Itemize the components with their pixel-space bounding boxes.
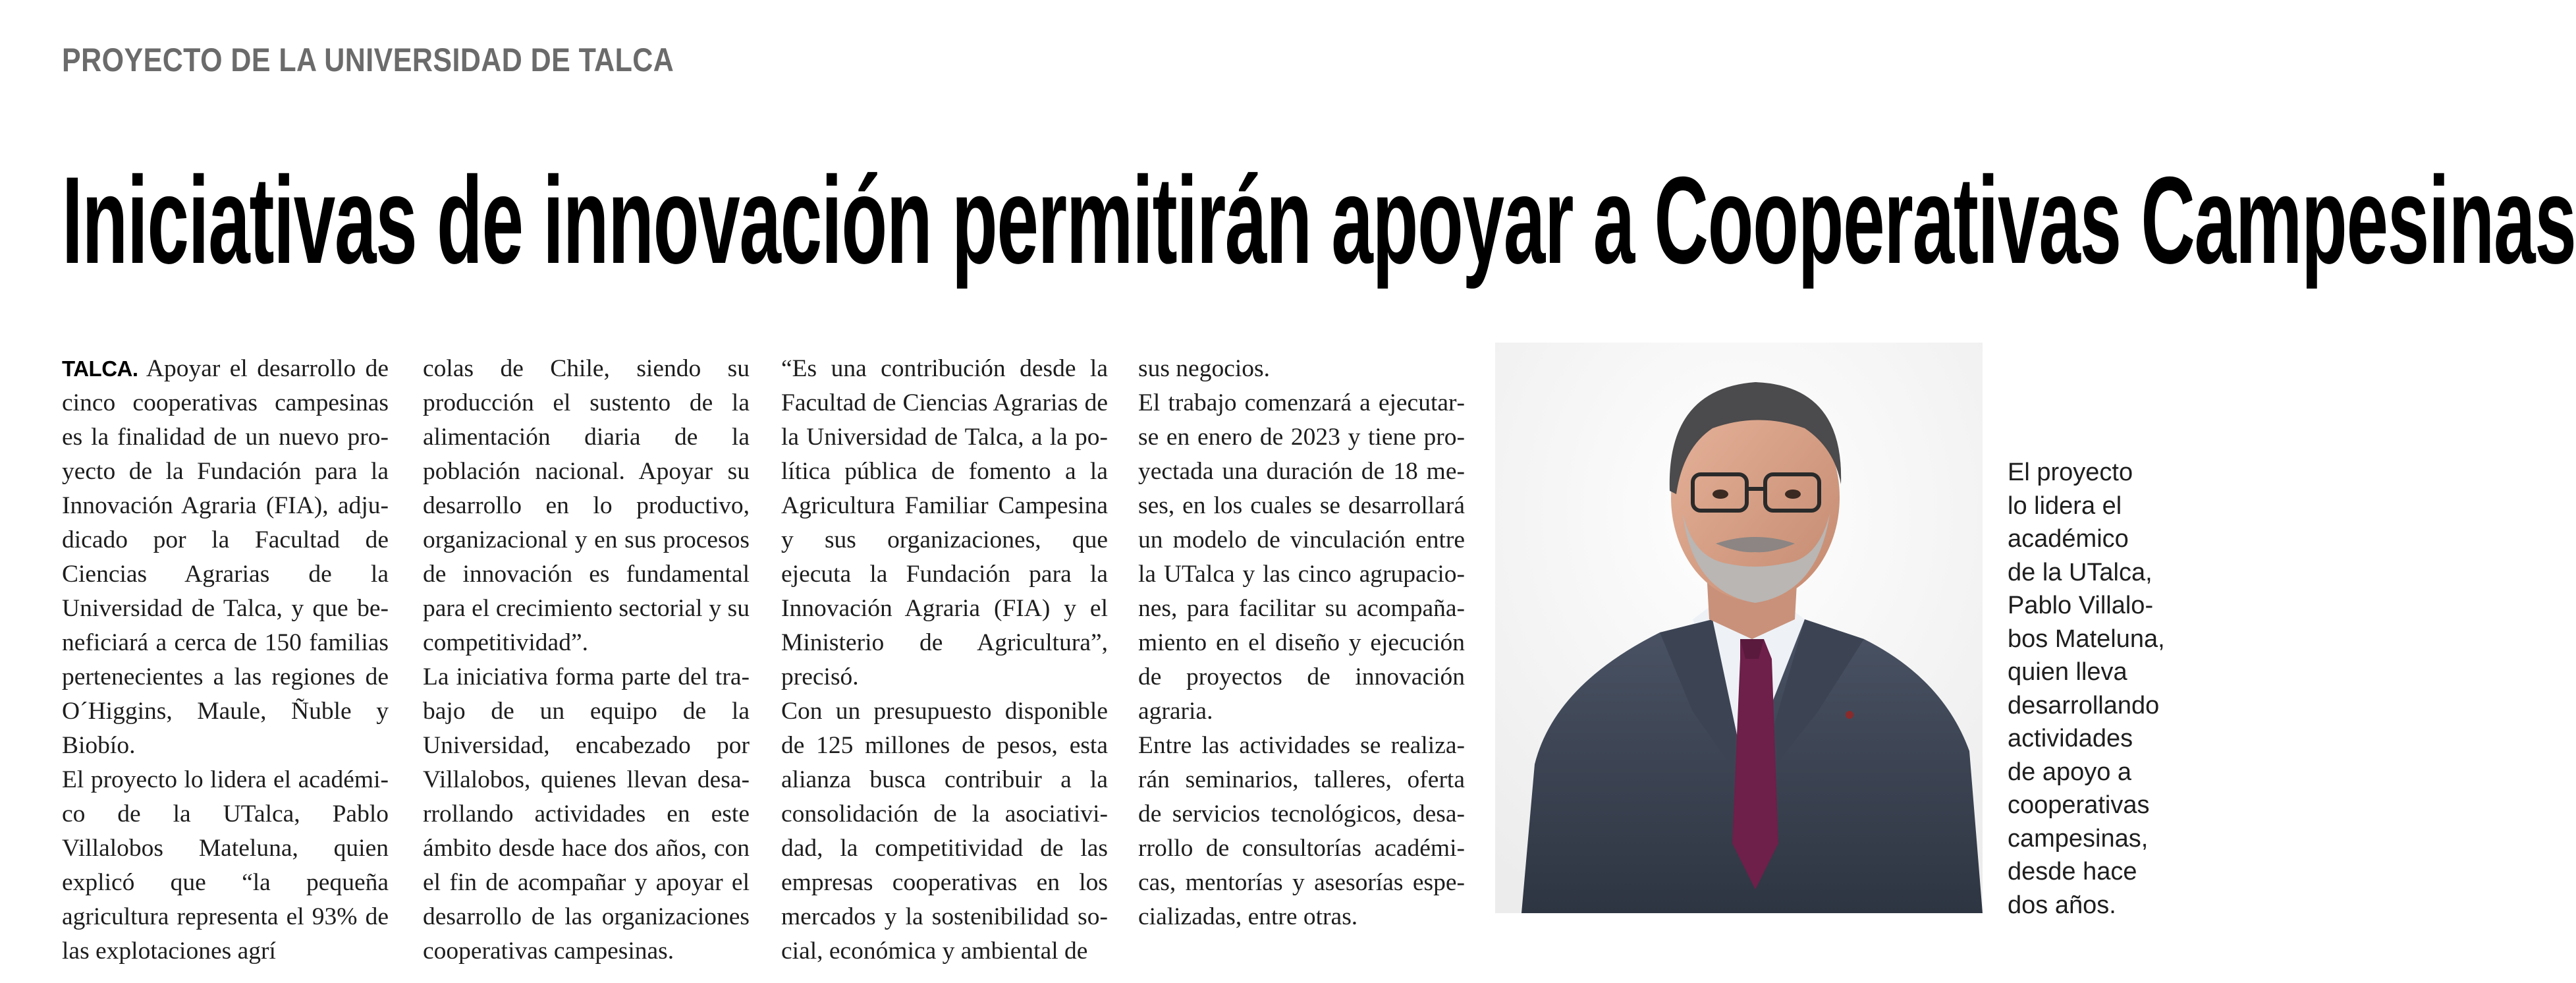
article-paragraph: colas de Chile, siendo su producción el sustento de la alimentación diaria de la población nacional. Apoyar su desarrollo en lo productivo, organizacional y en sus procesos de innovación es fundamental para el crecimiento sectorial y su competitividad”. <box>423 355 750 656</box>
article-paragraph: “Es una contribución desde la Facultad de Ciencias Agrarias de la Universidad de Talca, a la política pública de fomento a la Agricultura Familiar Campesina y sus organizaciones, que ejecuta la Fundación para la Innovación Agraria (FIA) y el Ministerio de Agricultura”, precisó. <box>781 355 1108 690</box>
dateline: TALCA. <box>62 356 138 381</box>
caption-line: Pablo Villalo- <box>2008 592 2154 619</box>
article-paragraph: Con un presupuesto disponible de 125 millones de pesos, esta alianza busca contribuir a la consolidación de la asociatividad, la competitividad de las empresas cooperativas en los mercados y la sostenibilidad social, económica y ambiental de <box>781 698 1108 965</box>
article-paragraph <box>62 352 389 763</box>
caption-line: lo lidera el <box>2008 492 2122 520</box>
caption-line: dos años. <box>2008 891 2116 919</box>
caption-line: quien lleva <box>2008 658 2127 686</box>
caption-line: académico <box>2008 525 2129 553</box>
caption-line: cooperativas <box>2008 791 2150 819</box>
article-column-2 <box>423 352 750 965</box>
caption-line: desde hace <box>2008 858 2137 885</box>
article-column-3 <box>781 352 1108 965</box>
caption-line: de apoyo a <box>2008 758 2132 786</box>
article-column-1 <box>62 352 389 965</box>
caption-line: bos Mateluna, <box>2008 625 2165 653</box>
article-paragraph: El proyecto lo lidera el académico de la UTalca, Pablo Villalobos Mateluna, quien explicó que “la pequeña agricultura representa el 93% de las explotaciones agrí <box>62 766 389 965</box>
section-kicker: PROYECTO DE LA UNIVERSIDAD DE TALCA <box>62 42 674 78</box>
caption-line: actividades <box>2008 725 2133 752</box>
caption-line: desarrollando <box>2008 691 2160 719</box>
article-paragraph: El trabajo comenzará a ejecutarse en enero de 2023 y tiene proyectada una duración de 18 meses, en los cuales se desarrollará un modelo de vinculación entre la UTalca y las cinco agrupaciones, para facilitar su acompañamiento en el diseño y ejecución de proyectos de innovación agraria. <box>1138 389 1465 725</box>
photo-caption <box>2008 456 2205 922</box>
article-headline: Iniciativas de innovación permitirán apoyar a Cooperativas Campesinas <box>62 151 2576 289</box>
portrait-photo <box>1495 343 1983 913</box>
article-paragraph: La iniciativa forma parte del trabajo de un equipo de la Universidad, encabezado por Villalobos, quienes llevan desarrollando actividades en este ámbito desde hace dos años, con el fin de acompañar y apoyar el desarrollo de las organizaciones cooperativas campesinas. <box>423 663 750 965</box>
article-column-4 <box>1138 352 1465 938</box>
caption-line: El proyecto <box>2008 459 2133 486</box>
article-paragraph: sus negocios. <box>1138 355 1270 382</box>
caption-line: campesinas, <box>2008 824 2149 853</box>
article-paragraph: Entre las actividades se realizarán seminarios, talleres, oferta de servicios tecnológicos, desarrollo de consultorías académicas, mentorías y asesorías especializadas, entre otras. <box>1138 732 1465 930</box>
portrait-illustration <box>1495 343 1983 913</box>
paragraph-text: Apoyar el desarrollo de cinco cooperativas campesinas es la finalidad de un nuevo proyecto de la Fundación para la Innovación Agraria (FIA), adjudicado por la Facultad de Ciencias Agrarias de la Universidad de Talca, y que beneficiará a cerca de 150 familias pertenecientes a las regiones de O´Higgins, Maule, Ñuble y Biobío. <box>62 355 389 759</box>
caption-line: de la UTalca, <box>2008 558 2152 586</box>
